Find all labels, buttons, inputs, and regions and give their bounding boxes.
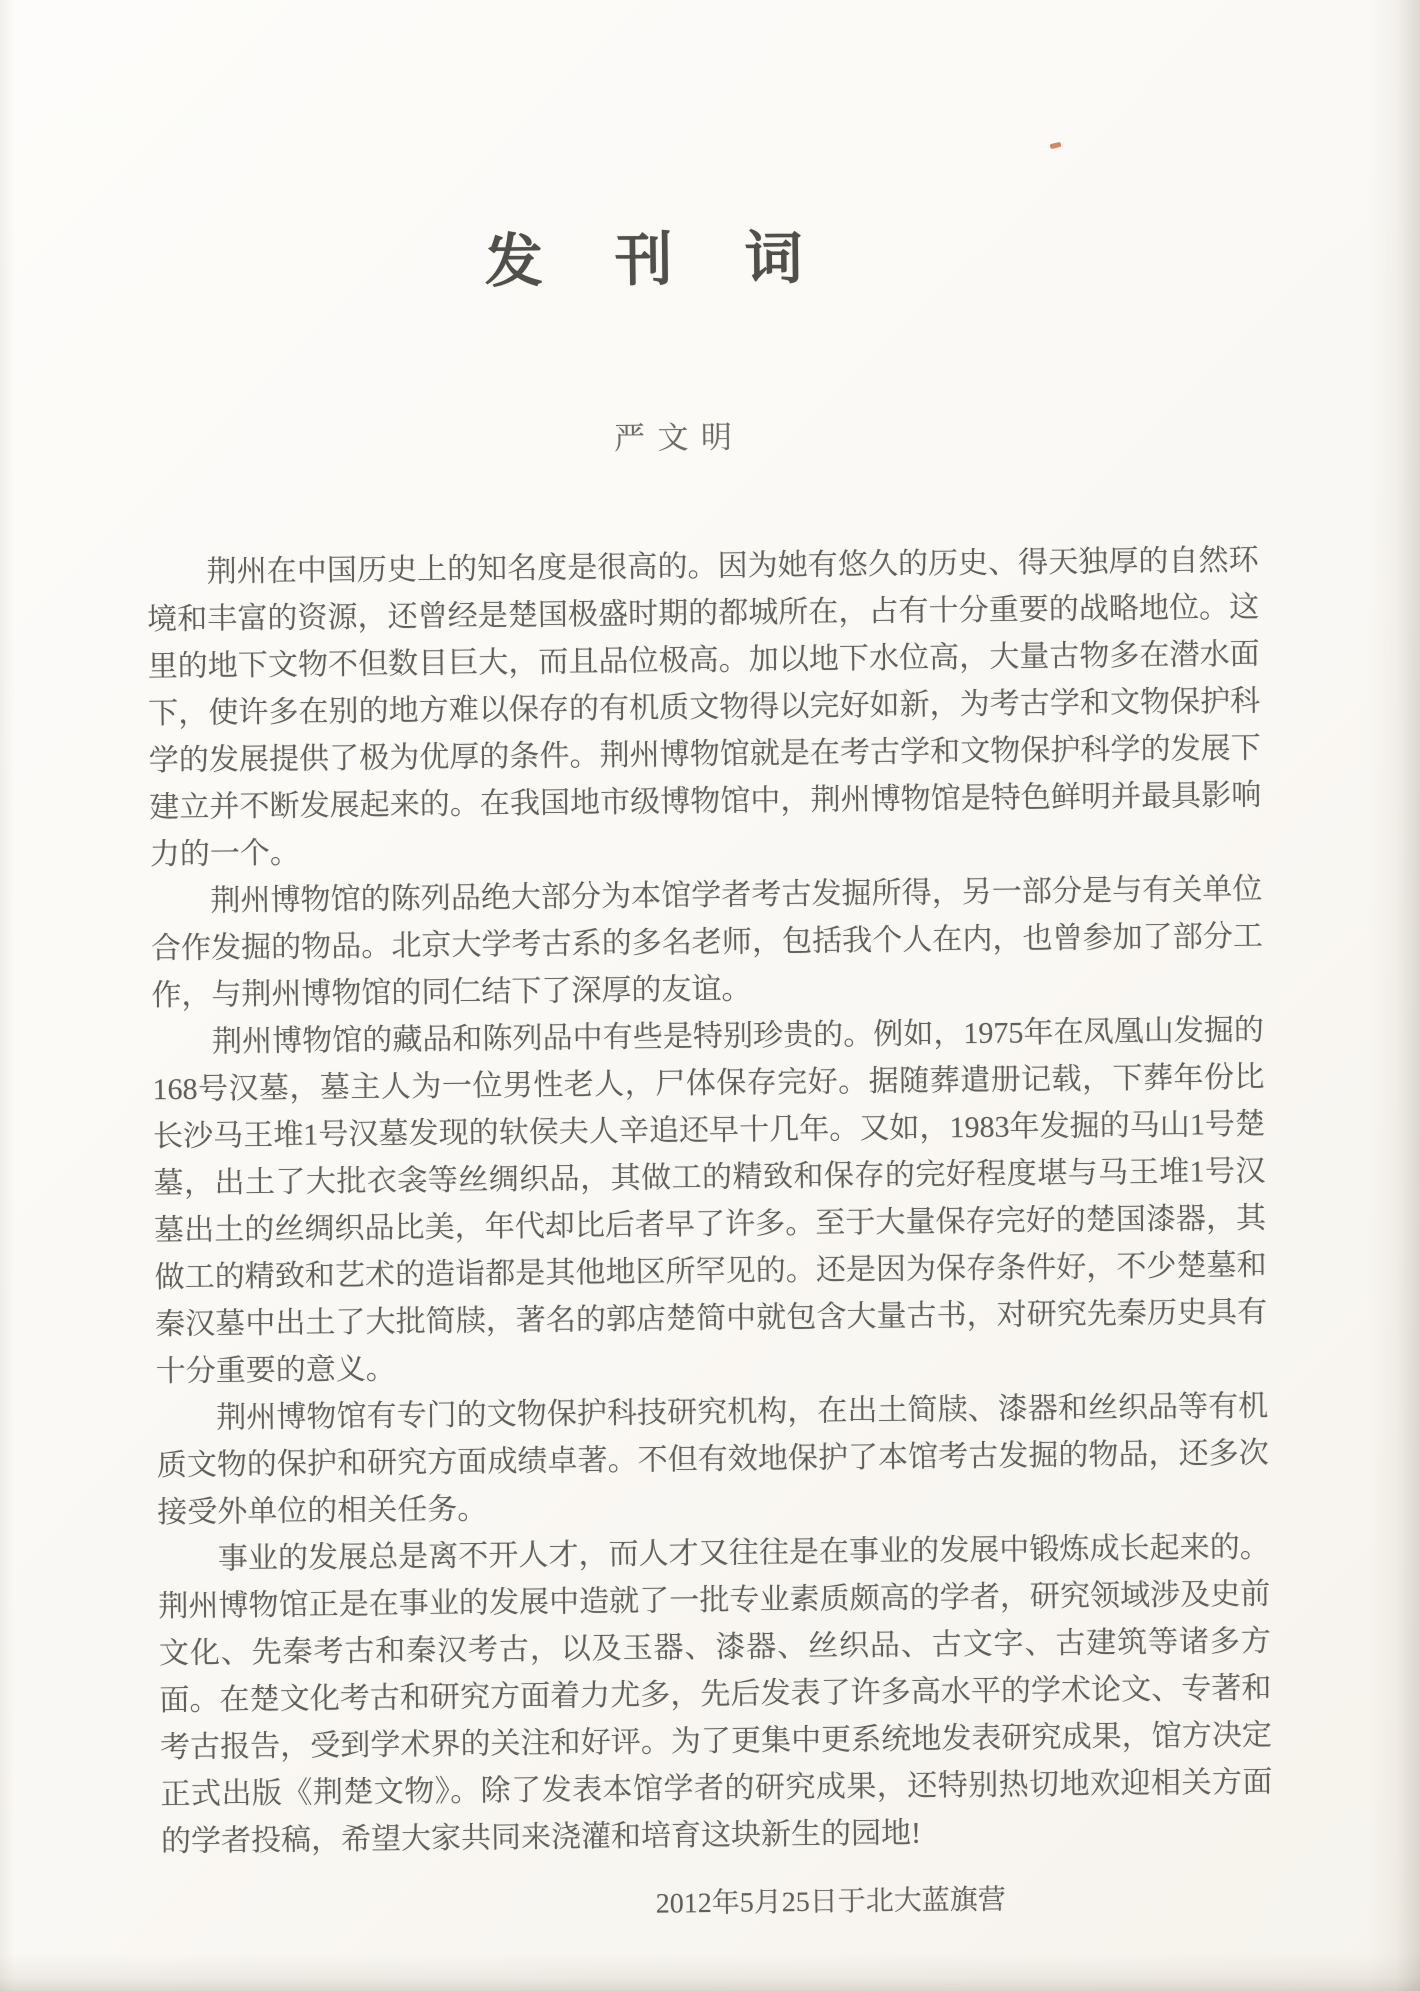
page-edge-right	[1368, 0, 1420, 1991]
document-content	[140, 0, 1274, 1927]
dateline: 2012年5月25日于北大蓝旗营	[655, 1884, 1006, 1920]
author-name: 严文明	[613, 419, 745, 457]
paragraph: 荆州在中国历史上的知名度是很高的。因为她有悠久的历史、得天独厚的自然环境和丰富的资源，还曾经是楚国极盛时期的都城所在，占有十分重要的战略地位。这里的地下文物不但数目巨大，而且品位极高。加以地下水位高，大量古物多在潜水面下，使许多在别的地方难以保存的有机质文物得以完好如新，为考古学和文物保护科学的发展提供了极为优厚的条件。荆州博物馆就是在考古学和文物保护科学的发展下建立并不断发展起来的。在我国地市级博物馆中，荆州博物馆是特色鲜明并最具影响力的一个。	[147, 543, 1262, 872]
page-title: 发 刊 词	[484, 225, 810, 295]
body-text	[146, 537, 1273, 1866]
paragraph: 事业的发展总是离不开人才，而人才又往往是在事业的发展中锻炼成长起来的。荆州博物馆正是在事业的发展中造就了一批专业素质颇高的学者，研究领域涉及史前文化、先秦考古和秦汉考古，以及玉器、漆器、丝织品、古文字、古建筑等诸多方面。在楚文化考古和研究方面着力尤多，先后发表了许多高水平的学术论文、专著和考古报告，受到学术界的关注和好评。为了更集中更系统地发表研究成果，馆方决定正式出版《荆楚文物》。除了发表本馆学者的研究成果，还特别热切地欢迎相关方面的学者投稿，希望大家共同来浇灌和培育这块新生的园地!	[158, 1530, 1273, 1859]
paragraph: 荆州博物馆的陈列品绝大部分为本馆学者考古发掘所得，另一部分是与有关单位合作发掘的物品。北京大学考古系的多名老师，包括我个人在内，也曾参加了部分工作，与荆州博物馆的同仁结下了深厚的友谊。	[150, 872, 1264, 1013]
page-edge-bottom	[0, 1953, 1420, 1991]
page-edge-left	[0, 0, 14, 1991]
paragraph: 荆州博物馆有专门的文物保护科技研究机构，在出土简牍、漆器和丝织品等有机质文物的保护和研究方面成绩卓著。不但有效地保护了本馆考古发掘的物品，还多次接受外单位的相关任务。	[156, 1389, 1269, 1530]
paragraph: 荆州博物馆的藏品和陈列品中有些是特别珍贵的。例如，1975年在凤凰山发掘的168号汉墓，墓主人为一位男性老人，尸体保存完好。据随葬遣册记载，下葬年份比长沙马王堆1号汉墓发现的轪侯夫人辛追还早十几年。又如，1983年发掘的马山1号楚墓，出土了大批衣衾等丝绸织品，其做工的精致和保存的完好程度堪与马王堆1号汉墓出土的丝绸织品比美，年代却比后者早了许多。至于大量保存完好的楚国漆器，其做工的精致和艺术的造诣都是其他地区所罕见的。还是因为保存条件好，不少楚墓和秦汉墓中出土了大批简牍，著名的郭店楚简中就包含大量古书，对研究先秦历史具有十分重要的意义。	[152, 1013, 1268, 1389]
